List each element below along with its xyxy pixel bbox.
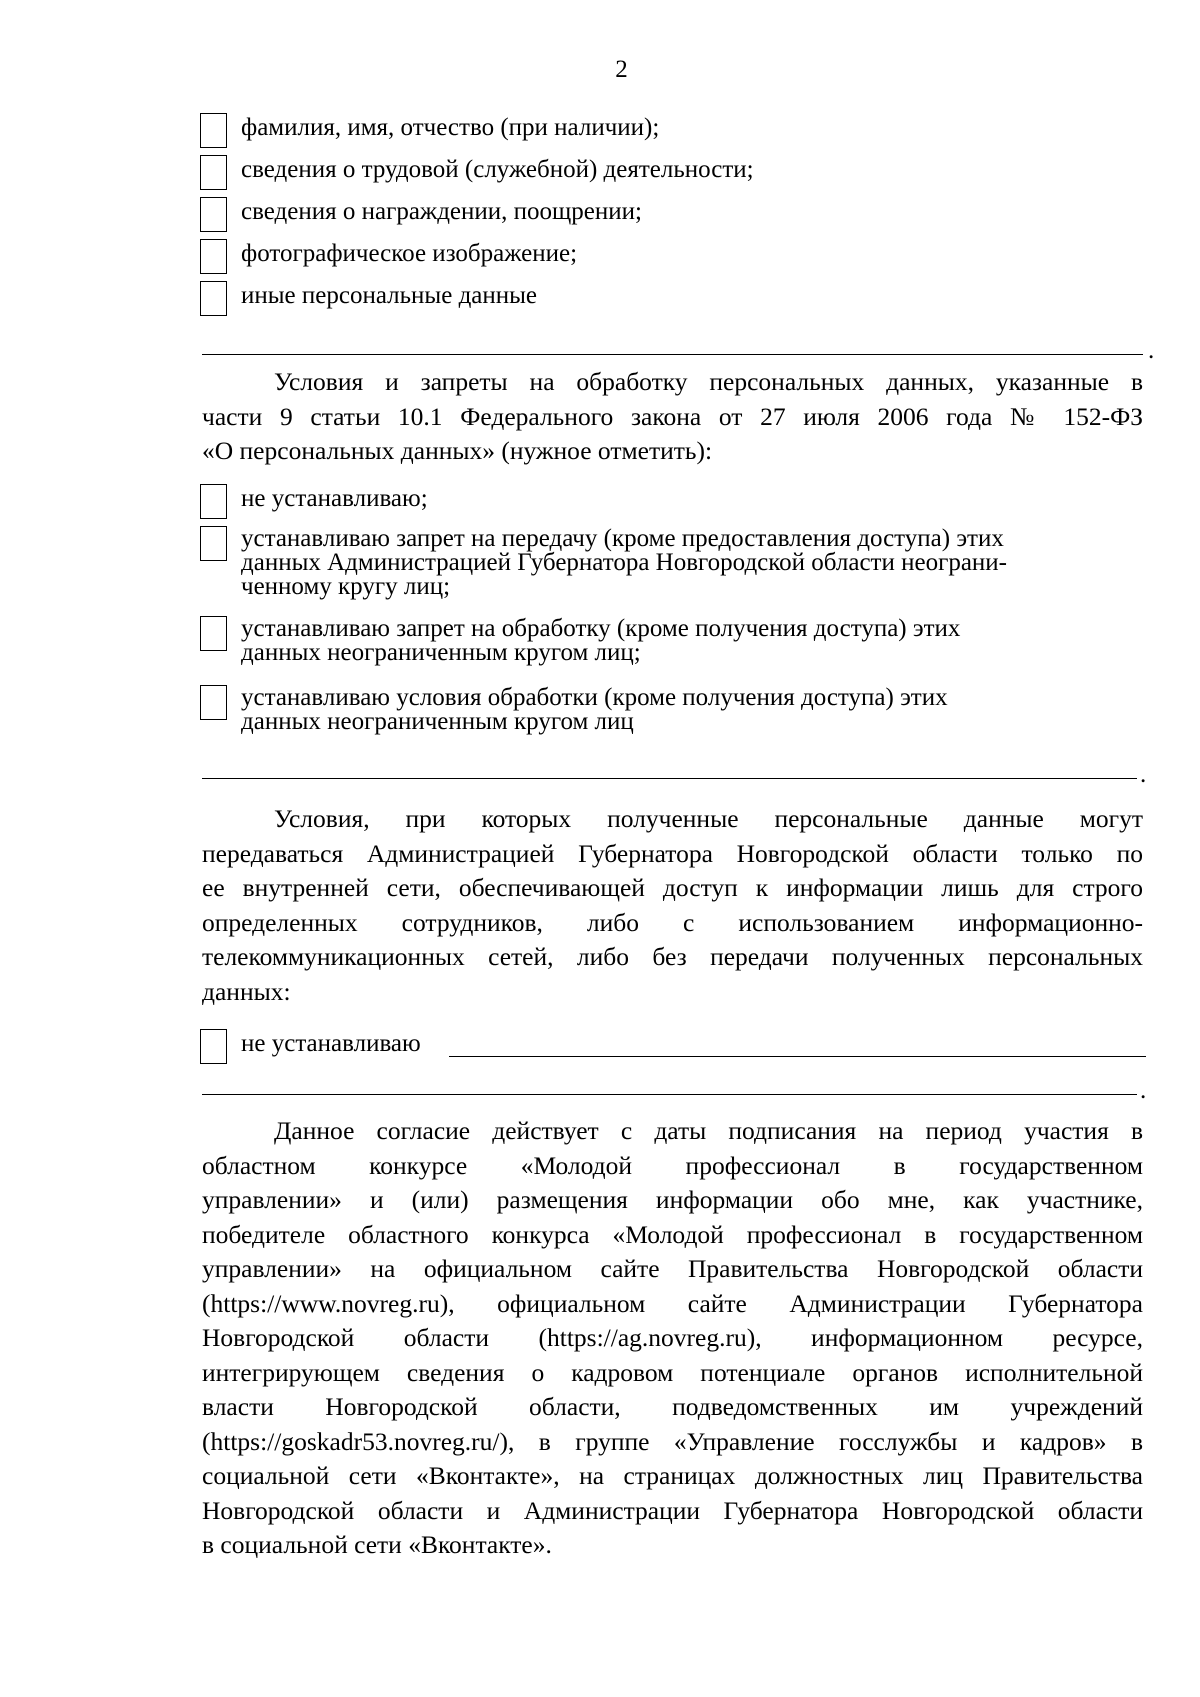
validity-paragraph (202, 1114, 1143, 1563)
checkbox[interactable] (200, 113, 227, 148)
checkbox[interactable] (200, 1029, 227, 1064)
paragraph-line: Данное согласие действует с даты подписания на период участия в (274, 1116, 1143, 1145)
checkbox-label-line: данных неограниченным кругом лиц (241, 708, 634, 735)
paragraph-line: областном конкурсе «Молодой профессионал в государственном (202, 1150, 1143, 1180)
paragraph-line: определенных сотрудников, либо с использованием информационно- (202, 907, 1143, 937)
paragraph-line: части 9 статьи 10.1 Федерального закона от 27 июля 2006 года № 152-ФЗ (202, 401, 1143, 431)
checkbox[interactable] (200, 239, 227, 274)
conditions-paragraph (202, 365, 1143, 469)
checkbox[interactable] (200, 685, 227, 720)
paragraph-line: передаваться Администрацией Губернатора Новгородской области только по (202, 838, 1143, 868)
paragraph-line: в социальной сети «Вконтакте». (202, 1530, 552, 1559)
line-end-period: . (1140, 761, 1147, 788)
paragraph-line: (https://www.novreg.ru), официальном сайте Администрации Губернатора (202, 1288, 1143, 1318)
checkbox-label: фамилия, имя, отчество (при наличии); (241, 114, 660, 141)
paragraph-line: данных: (202, 976, 291, 1006)
checkbox-label: фотографическое изображение; (241, 240, 578, 267)
checkbox[interactable] (200, 281, 227, 316)
paragraph-line: ее внутренней сети, обеспечивающей доступ к информации лишь для строго (202, 873, 1143, 902)
checkbox[interactable] (200, 155, 227, 190)
fill-in-line-transfer[interactable] (449, 1056, 1146, 1057)
paragraph-line: победителе областного конкурса «Молодой профессионал в государственном (202, 1219, 1143, 1249)
checkbox-label-line: данных Администрацией Губернатора Новгородской области неограни- (241, 549, 1008, 576)
paragraph-line: Новгородской области и Администрации Губернатора Новгородской области (202, 1495, 1143, 1525)
checkbox[interactable] (200, 616, 227, 651)
checkbox-label-line: устанавливаю условия обработки (кроме получения доступа) этих (241, 684, 948, 711)
paragraph-line: управлении» и (или) размещения информации обо мне, как участнике, (202, 1185, 1143, 1214)
paragraph-line: управлении» на официальном сайте Правительства Новгородской области (202, 1254, 1143, 1283)
paragraph-line: Новгородской области (https://ag.novreg.ru), информационном ресурсе, (202, 1323, 1143, 1352)
checkbox[interactable] (200, 484, 227, 519)
paragraph-line: социальной сети «Вконтакте», на страницах должностных лиц Правительства (202, 1461, 1143, 1490)
line-end-period: . (1140, 1077, 1147, 1104)
checkbox-label-line: данных неограниченным кругом лиц; (241, 639, 641, 666)
paragraph-line: (https://goskadr53.novreg.ru/), в группе «Управление госслужбы и кадров» в (202, 1426, 1143, 1456)
checkbox-label: иные персональные данные (241, 282, 538, 309)
checkbox-label-line: устанавливаю запрет на передачу (кроме предоставления доступа) этих (241, 525, 1004, 552)
checkbox[interactable] (200, 197, 227, 232)
line-end-period: . (1148, 337, 1155, 364)
fill-in-line-conditions[interactable] (202, 778, 1137, 779)
transfer-paragraph (202, 802, 1143, 1009)
fill-in-line-transfer-extra[interactable] (202, 1094, 1137, 1095)
checkbox[interactable] (200, 526, 227, 561)
paragraph-line: Условия и запреты на обработку персональных данных, указанные в (274, 367, 1143, 396)
page-number: 2 (615, 56, 628, 83)
checkbox-label: сведения о трудовой (служебной) деятельности; (241, 156, 754, 183)
paragraph-line: власти Новгородской области, подведомственных им учреждений (202, 1392, 1143, 1421)
checkbox-label-line: ченному кругу лиц; (241, 573, 451, 600)
paragraph-line: Условия, при которых полученные персональные данные могут (274, 804, 1143, 833)
checkbox-label: не устанавливаю (241, 1030, 421, 1057)
checkbox-label: не устанавливаю; (241, 485, 428, 512)
fill-in-line-other-data[interactable] (202, 354, 1143, 355)
paragraph-line: «О персональных данных» (нужное отметить): (202, 436, 713, 465)
checkbox-label-line: устанавливаю запрет на обработку (кроме получения доступа) этих (241, 615, 961, 642)
paragraph-line: интегрирующем сведения о кадровом потенциале органов исполнительной (202, 1357, 1143, 1387)
checkbox-label: сведения о награждении, поощрении; (241, 198, 642, 225)
paragraph-line: телекоммуникационных сетей, либо без передачи полученных персональных (202, 942, 1143, 971)
